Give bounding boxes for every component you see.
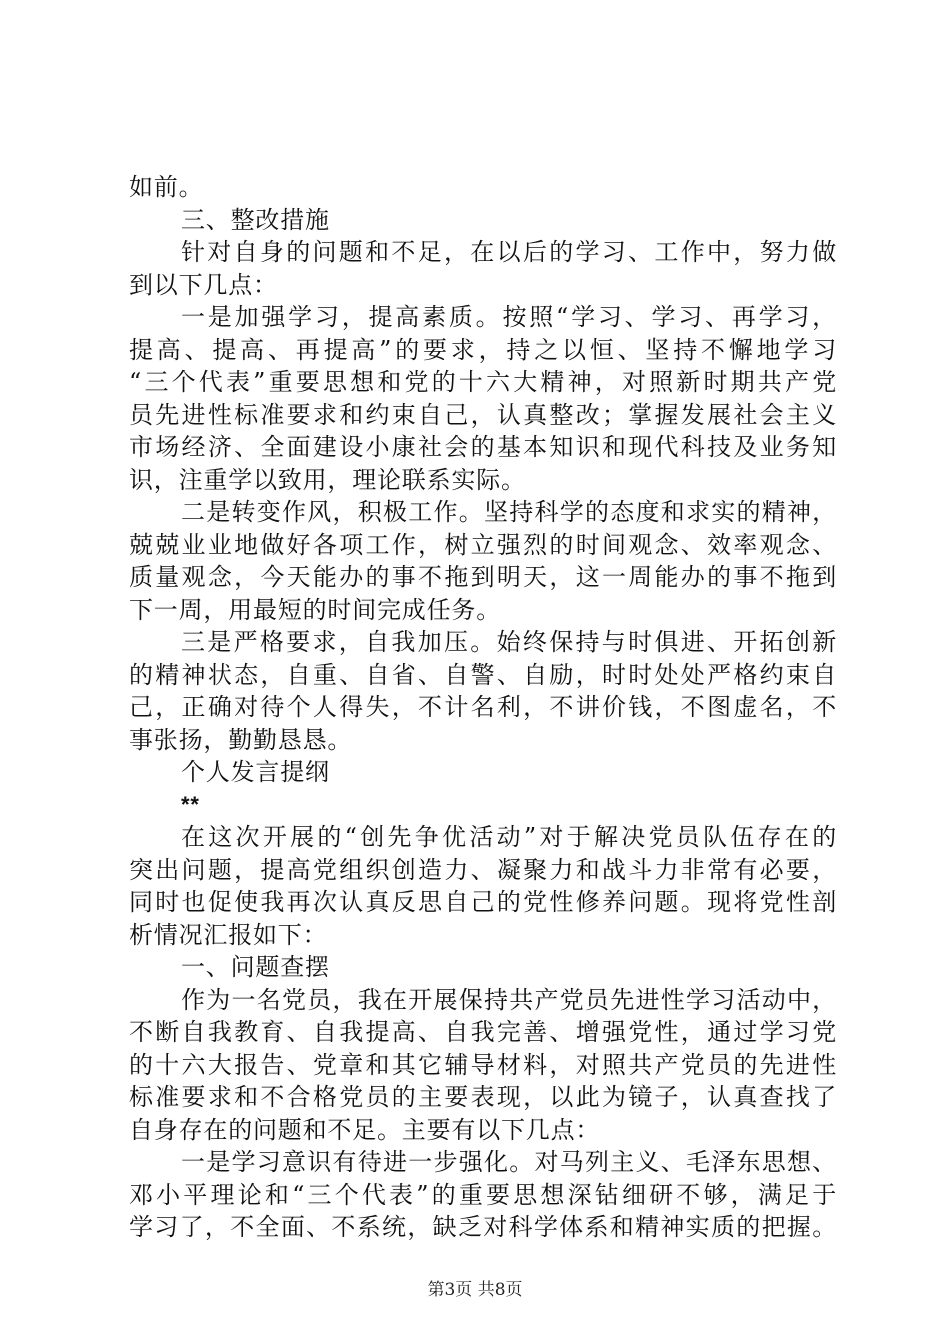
text-line: 一是加强学习，提高素质。按照“学习、学习、再学习，: [181, 303, 837, 331]
text-line: 学习了，不全面、不系统，缺乏对科学体系和精神实质的把握。: [129, 1213, 837, 1241]
text-line: 识，注重学以致用，理论联系实际。: [129, 465, 526, 494]
text-line: 标准要求和不合格党员的主要表现，以此为镜子，认真查找了: [129, 1083, 837, 1111]
text-line: 自身存在的问题和不足。主要有以下几点：: [129, 1115, 601, 1144]
text-line: 析情况汇报如下：: [129, 920, 328, 949]
text-line: 作为一名党员，我在开展保持共产党员先进性学习活动中，: [181, 985, 837, 1014]
text-line: 如前。: [129, 173, 204, 201]
text-line: 在这次开展的“创先争优活动”对于解决党员队伍存在的: [181, 823, 837, 851]
text-line: 二是转变作风，积极工作。坚持科学的态度和求实的精神，: [181, 498, 837, 526]
text-line: 针对自身的问题和不足，在以后的学习、工作中，努力做: [181, 238, 837, 266]
section-heading: 一、问题查摆: [181, 953, 330, 981]
text-line: 己，正确对待个人得失，不计名利，不讲价钱，不图虚名，不: [129, 693, 837, 721]
text-line: 邓小平理论和“三个代表”的重要思想深钻细研不够，满足于: [129, 1180, 837, 1209]
text-line: 事张扬，勤勤恳恳。: [129, 725, 353, 754]
text-line: 到以下几点：: [129, 270, 278, 299]
text-line: 一是学习意识有待进一步强化。对马列主义、毛泽东思想、: [181, 1148, 837, 1176]
text-line: “三个代表”重要思想和党的十六大精神，对照新时期共产党: [129, 368, 837, 396]
document-body: [129, 171, 837, 1244]
text-line: 兢兢业业地做好各项工作，树立强烈的时间观念、效率观念、: [129, 530, 837, 559]
text-line: 的精神状态，自重、自省、自警、自励，时时处处严格约束自: [129, 660, 837, 689]
text-line: 同时也促使我再次认真反思自己的党性修养问题。现将党性剖: [129, 888, 837, 916]
page-number-footer: 第3页 共8页: [427, 1280, 523, 1300]
section-heading: 个人发言提纲: [181, 758, 330, 786]
author-placeholder: **: [181, 791, 200, 817]
text-line: 提高、提高、再提高”的要求，持之以恒、坚持不懈地学习: [129, 335, 837, 364]
text-line: 的十六大报告、党章和其它辅导材料，对照共产党员的先进性: [129, 1050, 837, 1079]
text-line: 质量观念，今天能办的事不拖到明天，这一周能办的事不拖到: [129, 563, 837, 591]
text-line: 不断自我教育、自我提高、自我完善、增强党性，通过学习党: [129, 1018, 837, 1046]
text-line: 员先进性标准要求和约束自己，认真整改；掌握发展社会主义: [129, 400, 837, 429]
section-heading: 三、整改措施: [181, 205, 330, 234]
text-line: 三是严格要求，自我加压。始终保持与时俱进、开拓创新: [181, 628, 837, 656]
text-line: 市场经济、全面建设小康社会的基本知识和现代科技及业务知: [129, 433, 837, 461]
text-line: 突出问题，提高党组织创造力、凝聚力和战斗力非常有必要，: [129, 855, 837, 884]
text-line: 下一周，用最短的时间完成任务。: [129, 595, 501, 624]
